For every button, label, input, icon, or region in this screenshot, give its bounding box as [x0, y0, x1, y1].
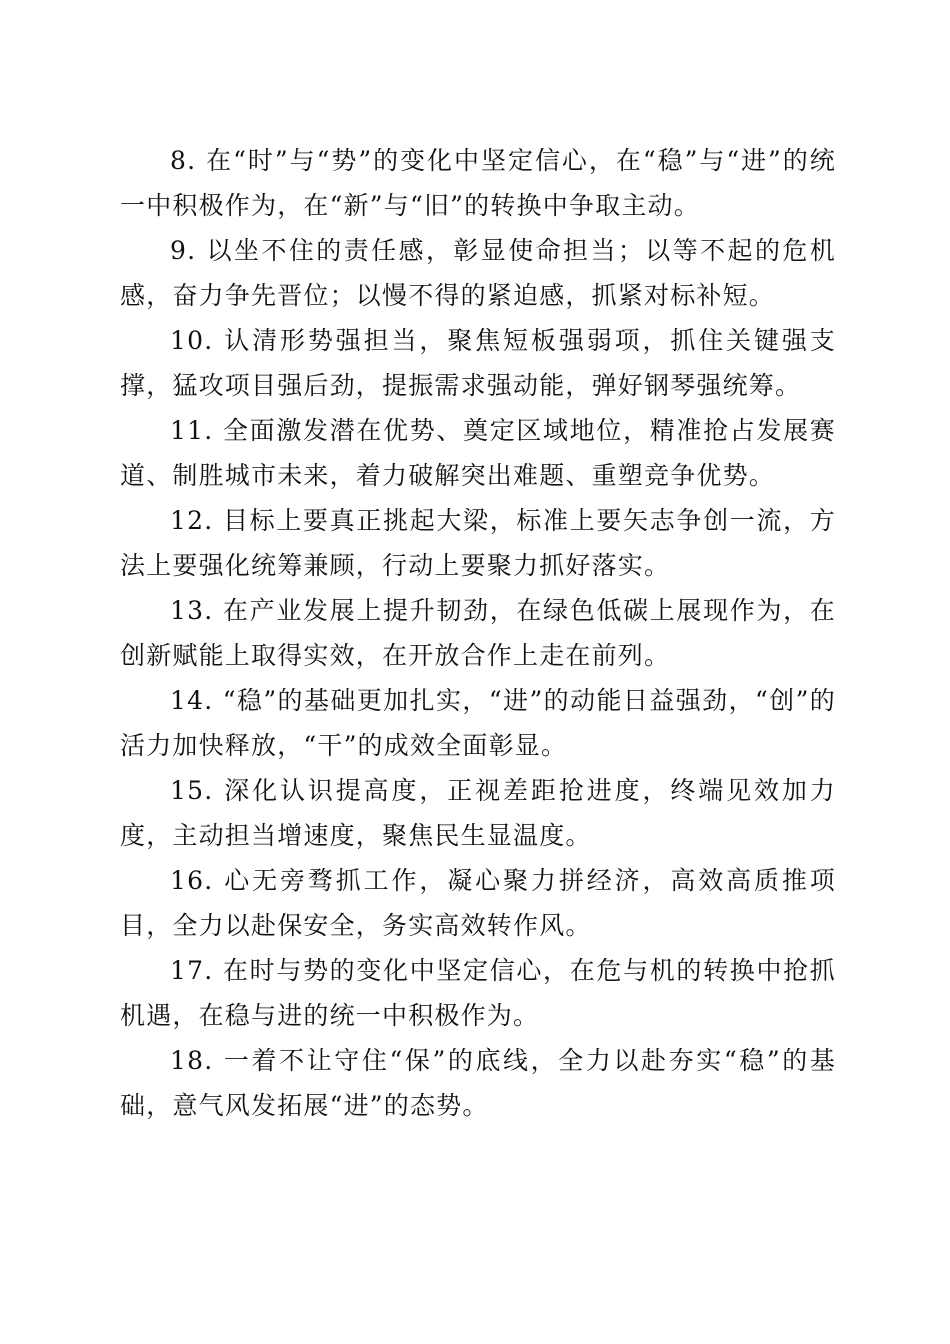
paragraph-17: 17. 在时与势的变化中坚定信心，在危与机的转换中抢抓机遇，在稳与进的统一中积极作为。	[120, 956, 836, 1030]
paragraph-18: 18. 一着不让守住“保”的底线，全力以赴夯实“稳”的基础，意气风发拓展“进”的态势。	[120, 1046, 836, 1120]
paragraph-16: 16. 心无旁骛抓工作，凝心聚力拼经济，高效高质推项目，全力以赴保安全，务实高效转作风。	[120, 866, 836, 940]
paragraph-9: 9. 以坐不住的责任感，彰显使命担当；以等不起的危机感，奋力争先晋位；以慢不得的紧迫感，抓紧对标补短。	[120, 236, 836, 310]
paragraph-14: 14. “稳”的基础更加扎实，“进”的动能日益强劲，“创”的活力加快释放，“干”的成效全面彰显。	[120, 686, 836, 760]
paragraph-8: 8. 在“时”与“势”的变化中坚定信心，在“稳”与“进”的统一中积极作为，在“新”与“旧”的转换中争取主动。	[120, 146, 836, 220]
paragraph-11: 11. 全面激发潜在优势、奠定区域地位，精准抢占发展赛道、制胜城市未来，着力破解突出难题、重塑竞争优势。	[120, 416, 836, 490]
paragraph-13: 13. 在产业发展上提升韧劲，在绿色低碳上展现作为，在创新赋能上取得实效，在开放合作上走在前列。	[120, 596, 836, 670]
paragraph-15: 15. 深化认识提高度，正视差距抢进度，终端见效加力度，主动担当增速度，聚焦民生显温度。	[120, 776, 836, 850]
paragraph-10: 10. 认清形势强担当，聚焦短板强弱项，抓住关键强支撑，猛攻项目强后劲，提振需求强动能，弹好钢琴强统筹。	[120, 326, 836, 400]
paragraph-12: 12. 目标上要真正挑起大梁，标准上要矢志争创一流，方法上要强化统筹兼顾，行动上要聚力抓好落实。	[120, 506, 836, 580]
document-body	[120, 138, 836, 1128]
